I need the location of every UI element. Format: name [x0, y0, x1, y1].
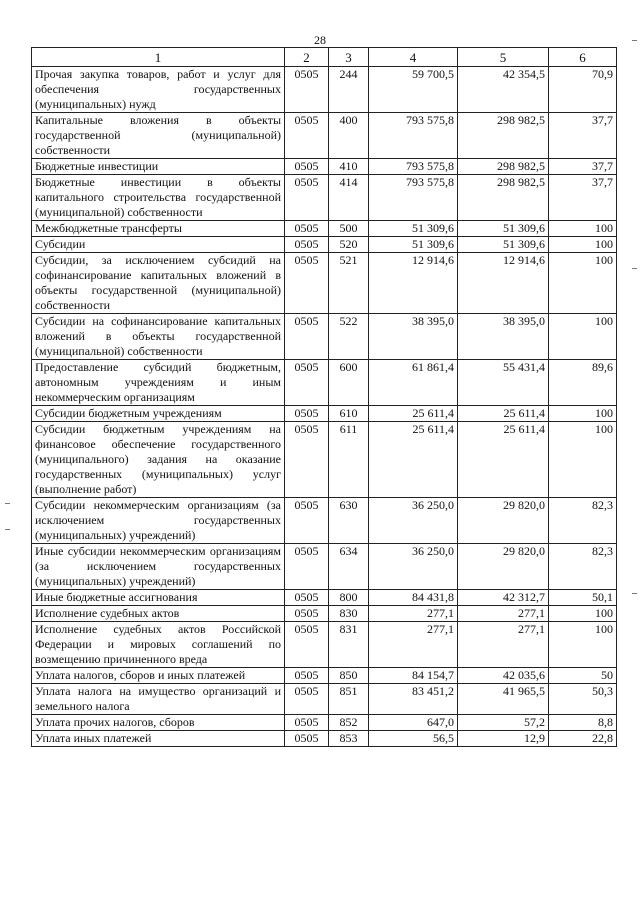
row-planned-amount: 59 700,5: [369, 67, 458, 113]
header-col-2: 2: [285, 48, 329, 67]
row-name: Уплата налога на имущество организаций и земельного налога: [32, 684, 285, 715]
scan-margin-mark: [632, 268, 637, 269]
row-planned-amount: 36 250,0: [369, 498, 458, 544]
row-planned-amount: 38 395,0: [369, 314, 458, 360]
table-row: [32, 622, 617, 668]
row-name: Субсидии, за исключением субсидий на софинансирование капитальных вложений в объекты государственной (муниципальной) собственности: [32, 253, 285, 314]
row-planned-amount: 277,1: [369, 622, 458, 668]
row-planned-amount: 51 309,6: [369, 221, 458, 237]
row-expense-type-code: 853: [329, 731, 369, 747]
row-actual-amount: 277,1: [458, 622, 549, 668]
row-actual-amount: 42 035,6: [458, 668, 549, 684]
row-actual-amount: 41 965,5: [458, 684, 549, 715]
row-name: Исполнение судебных актов: [32, 606, 285, 622]
table-row: [32, 731, 617, 747]
row-name: Уплата налогов, сборов и иных платежей: [32, 668, 285, 684]
row-actual-amount: 38 395,0: [458, 314, 549, 360]
row-section-code: 0505: [285, 544, 329, 590]
row-execution-percent: 100: [549, 406, 617, 422]
table-row: [32, 221, 617, 237]
row-expense-type-code: 851: [329, 684, 369, 715]
row-name: Субсидии бюджетным учреждениям на финансовое обеспечение государственного (муниципального) задания на оказание государственных (муниципальных) услуг (выполнение работ): [32, 422, 285, 498]
row-expense-type-code: 610: [329, 406, 369, 422]
row-execution-percent: 100: [549, 237, 617, 253]
row-execution-percent: 100: [549, 606, 617, 622]
row-execution-percent: 37,7: [549, 175, 617, 221]
row-section-code: 0505: [285, 360, 329, 406]
row-execution-percent: 22,8: [549, 731, 617, 747]
row-name: Бюджетные инвестиции в объекты капитального строительства государственной (муниципальной) собственности: [32, 175, 285, 221]
scan-margin-mark: [5, 503, 10, 504]
row-execution-percent: 82,3: [549, 498, 617, 544]
header-col-6: 6: [549, 48, 617, 67]
row-expense-type-code: 414: [329, 175, 369, 221]
table-row: [32, 253, 617, 314]
row-name: Субсидии некоммерческим организациям (за исключением государственных (муниципальных) учреждений): [32, 498, 285, 544]
row-section-code: 0505: [285, 253, 329, 314]
row-actual-amount: 42 312,7: [458, 590, 549, 606]
row-section-code: 0505: [285, 221, 329, 237]
row-expense-type-code: 611: [329, 422, 369, 498]
row-name: Субсидии: [32, 237, 285, 253]
table-row: [32, 715, 617, 731]
row-expense-type-code: 630: [329, 498, 369, 544]
row-section-code: 0505: [285, 731, 329, 747]
table-row: [32, 684, 617, 715]
row-planned-amount: 25 611,4: [369, 406, 458, 422]
row-planned-amount: 277,1: [369, 606, 458, 622]
row-section-code: 0505: [285, 406, 329, 422]
row-expense-type-code: 850: [329, 668, 369, 684]
row-section-code: 0505: [285, 67, 329, 113]
row-execution-percent: 100: [549, 253, 617, 314]
row-planned-amount: 84 154,7: [369, 668, 458, 684]
row-execution-percent: 50,3: [549, 684, 617, 715]
row-planned-amount: 793 575,8: [369, 113, 458, 159]
row-section-code: 0505: [285, 590, 329, 606]
row-execution-percent: 50,1: [549, 590, 617, 606]
row-section-code: 0505: [285, 422, 329, 498]
row-expense-type-code: 522: [329, 314, 369, 360]
row-name: Капитальные вложения в объекты государственной (муниципальной) собственности: [32, 113, 285, 159]
row-planned-amount: 793 575,8: [369, 175, 458, 221]
row-expense-type-code: 400: [329, 113, 369, 159]
page-number: 28: [314, 33, 326, 47]
row-expense-type-code: 600: [329, 360, 369, 406]
row-execution-percent: 37,7: [549, 113, 617, 159]
row-section-code: 0505: [285, 622, 329, 668]
budget-table: [31, 47, 617, 747]
table-header-row: [32, 48, 617, 67]
table-row: [32, 606, 617, 622]
scan-margin-mark: [632, 593, 637, 594]
row-actual-amount: 55 431,4: [458, 360, 549, 406]
row-actual-amount: 298 982,5: [458, 113, 549, 159]
row-actual-amount: 57,2: [458, 715, 549, 731]
row-section-code: 0505: [285, 113, 329, 159]
row-section-code: 0505: [285, 159, 329, 175]
row-expense-type-code: 830: [329, 606, 369, 622]
row-planned-amount: 25 611,4: [369, 422, 458, 498]
row-expense-type-code: 521: [329, 253, 369, 314]
row-actual-amount: 12 914,6: [458, 253, 549, 314]
row-expense-type-code: 831: [329, 622, 369, 668]
row-section-code: 0505: [285, 175, 329, 221]
row-name: Уплата иных платежей: [32, 731, 285, 747]
row-execution-percent: 100: [549, 422, 617, 498]
row-section-code: 0505: [285, 668, 329, 684]
row-actual-amount: 12,9: [458, 731, 549, 747]
row-name: Предоставление субсидий бюджетным, автономным учреждениям и иным некоммерческим организациям: [32, 360, 285, 406]
row-expense-type-code: 634: [329, 544, 369, 590]
row-execution-percent: 100: [549, 622, 617, 668]
header-col-1: 1: [32, 48, 285, 67]
row-planned-amount: 84 431,8: [369, 590, 458, 606]
row-section-code: 0505: [285, 237, 329, 253]
row-execution-percent: 37,7: [549, 159, 617, 175]
row-name: Прочая закупка товаров, работ и услуг для обеспечения государственных (муниципальных) нужд: [32, 67, 285, 113]
row-execution-percent: 100: [549, 314, 617, 360]
header-col-3: 3: [329, 48, 369, 67]
row-name: Межбюджетные трансферты: [32, 221, 285, 237]
row-name: Субсидии бюджетным учреждениям: [32, 406, 285, 422]
row-execution-percent: 89,6: [549, 360, 617, 406]
row-section-code: 0505: [285, 314, 329, 360]
row-planned-amount: 36 250,0: [369, 544, 458, 590]
row-name: Иные бюджетные ассигнования: [32, 590, 285, 606]
table-row: [32, 406, 617, 422]
row-execution-percent: 8,8: [549, 715, 617, 731]
row-section-code: 0505: [285, 606, 329, 622]
row-execution-percent: 50: [549, 668, 617, 684]
row-actual-amount: 29 820,0: [458, 544, 549, 590]
row-actual-amount: 25 611,4: [458, 422, 549, 498]
row-actual-amount: 298 982,5: [458, 175, 549, 221]
row-expense-type-code: 500: [329, 221, 369, 237]
row-name: Субсидии на софинансирование капитальных вложений в объекты государственной (муниципальной) собственности: [32, 314, 285, 360]
table-row: [32, 159, 617, 175]
row-section-code: 0505: [285, 684, 329, 715]
row-actual-amount: 25 611,4: [458, 406, 549, 422]
row-expense-type-code: 800: [329, 590, 369, 606]
table-row: [32, 237, 617, 253]
header-col-4: 4: [369, 48, 458, 67]
row-planned-amount: 12 914,6: [369, 253, 458, 314]
row-planned-amount: 793 575,8: [369, 159, 458, 175]
table-row: [32, 175, 617, 221]
row-actual-amount: 42 354,5: [458, 67, 549, 113]
row-planned-amount: 83 451,2: [369, 684, 458, 715]
row-expense-type-code: 852: [329, 715, 369, 731]
header-col-5: 5: [458, 48, 549, 67]
table-row: [32, 113, 617, 159]
row-execution-percent: 100: [549, 221, 617, 237]
row-actual-amount: 298 982,5: [458, 159, 549, 175]
row-planned-amount: 61 861,4: [369, 360, 458, 406]
scan-margin-mark: [632, 40, 637, 41]
table-row: [32, 544, 617, 590]
table-row: [32, 422, 617, 498]
row-expense-type-code: 410: [329, 159, 369, 175]
row-name: Исполнение судебных актов Российской Федерации и мировых соглашений по возмещению причиненного вреда: [32, 622, 285, 668]
row-planned-amount: 51 309,6: [369, 237, 458, 253]
row-name: Уплата прочих налогов, сборов: [32, 715, 285, 731]
row-execution-percent: 70,9: [549, 67, 617, 113]
row-name: Бюджетные инвестиции: [32, 159, 285, 175]
row-actual-amount: 277,1: [458, 606, 549, 622]
table-row: [32, 314, 617, 360]
scan-margin-mark: [5, 529, 10, 530]
row-expense-type-code: 244: [329, 67, 369, 113]
row-planned-amount: 647,0: [369, 715, 458, 731]
table-row: [32, 360, 617, 406]
row-expense-type-code: 520: [329, 237, 369, 253]
row-actual-amount: 29 820,0: [458, 498, 549, 544]
row-actual-amount: 51 309,6: [458, 237, 549, 253]
row-execution-percent: 82,3: [549, 544, 617, 590]
row-name: Иные субсидии некоммерческим организациям (за исключением государственных (муниципальных) учреждений): [32, 544, 285, 590]
table-row: [32, 668, 617, 684]
row-actual-amount: 51 309,6: [458, 221, 549, 237]
row-planned-amount: 56,5: [369, 731, 458, 747]
table-row: [32, 498, 617, 544]
table-row: [32, 67, 617, 113]
row-section-code: 0505: [285, 715, 329, 731]
table-row: [32, 590, 617, 606]
row-section-code: 0505: [285, 498, 329, 544]
